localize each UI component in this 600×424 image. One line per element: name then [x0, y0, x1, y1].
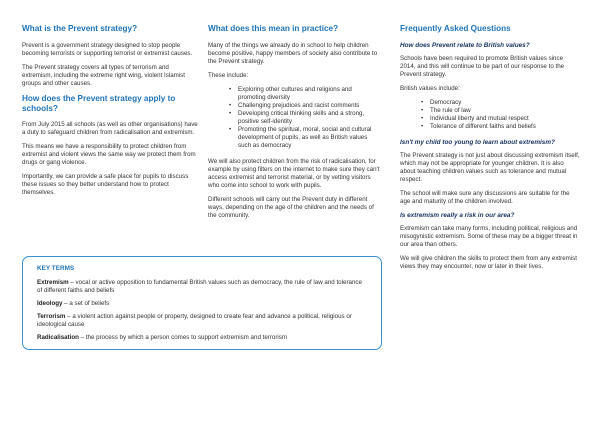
- key-term: [37, 279, 367, 295]
- heading-what-is-prevent: What is the Prevent strategy?: [22, 24, 138, 33]
- paragraph: We will also protect children from the risk of radicalisation, for example by using filters on the internet to make sure they can't access extremist and terrorist material, or by vetting visitors who come into school to work with pupils.: [208, 158, 380, 189]
- column-faq: [400, 24, 580, 277]
- key-terms-box: [22, 256, 382, 350]
- list-item: • The rule of law: [400, 107, 580, 115]
- term-name: Terrorism: [37, 313, 66, 320]
- list-item: • Democracy: [400, 99, 580, 107]
- list-item: • Challenging prejudices and racist comments: [208, 102, 381, 110]
- faq-question: How does Prevent relate to British values?: [400, 42, 530, 49]
- paragraph: Extremism can take many forms, including political, religious and misogynistic extremism. Some of these may be a bigger threat in our area than others.: [400, 225, 578, 248]
- paragraph: Prevent is a government strategy designed to stop people becoming terrorists or supporting terrorist or extremist causes.: [22, 42, 193, 57]
- key-term: [37, 334, 367, 342]
- term-name: Radicalisation: [37, 334, 79, 341]
- heading-prevent-in-schools: How does the Prevent strategy apply to schools?: [22, 94, 176, 113]
- term-definition: – the process by which a person comes to support extremism and terrorism: [78, 334, 288, 341]
- list-item: • Tolerance of different faiths and beliefs: [400, 123, 580, 131]
- paragraph: We will give children the skills to protect them from any extremist views they may encounter, now or later in their lives.: [400, 255, 577, 270]
- paragraph: These include:: [208, 72, 249, 79]
- column-in-practice: [208, 24, 381, 226]
- paragraph: Different schools will carry out the Prevent duty in different ways, depending on the age of the children and the needs of the community.: [208, 196, 374, 219]
- faq-question: Is extremism really a risk in our area?: [400, 212, 515, 219]
- term-definition: – vocal or active opposition to fundamental British values such as democracy, the rule of law and tolerance of different faiths and beliefs: [37, 279, 362, 294]
- list-item: • Promoting the spiritual, moral, social and cultural development of pupils, as well as British values such as democracy: [208, 126, 381, 150]
- british-values-list: [400, 99, 580, 131]
- list-item: • Exploring other cultures and religions and promoting diversity: [208, 86, 381, 102]
- practice-list: [208, 86, 381, 150]
- heading-faq: Frequently Asked Questions: [400, 24, 511, 33]
- paragraph: Importantly, we can provide a safe place for pupils to discuss these issues so they better understand how to protect themselves.: [22, 173, 189, 196]
- term-definition: – a violent action against people or property, designed to create fear and advance a political, religious or ideological cause: [37, 313, 352, 328]
- paragraph: The school will make sure any discussions are suitable for the age and maturity of the children involved.: [400, 190, 570, 205]
- faq-question: Isn't my child too young to learn about extremism?: [400, 139, 555, 146]
- paragraph: The Prevent strategy is not just about discussing extremism itself, which may not be appropriate for younger children. It is also about teaching children values such as tolerance and mutual respect.: [400, 152, 580, 183]
- term-definition: – a set of beliefs: [62, 300, 110, 307]
- paragraph: British values include:: [400, 85, 460, 92]
- paragraph: The Prevent strategy covers all types of terrorism and extremism, including the extreme right wing, violent Islamist groups and other causes.: [22, 64, 185, 87]
- paragraph: Many of the things we already do in school to help children become positive, happy members of society also contribute to the Prevent strategy.: [208, 42, 378, 65]
- list-item: • Individual liberty and mutual respect: [400, 115, 580, 123]
- paragraph: This means we have a responsibility to protect children from extremist and violent views the same way we protect them from drugs or gang violence.: [22, 143, 196, 166]
- key-term: [37, 313, 367, 329]
- column-prevent-strategy: [22, 24, 198, 203]
- term-name: Extremism: [37, 279, 69, 286]
- list-item: • Developing critical thinking skills and a strong, positive self-identity: [208, 110, 381, 126]
- paragraph: From July 2015 all schools (as well as other organisations) have a duty to safeguard children from radicalisation and extremism.: [22, 121, 198, 136]
- paragraph: Schools have been required to promote British values since 2014, and this will continue to be part of our response to the Prevent strategy.: [400, 55, 565, 78]
- key-terms-heading: KEY TERMS: [37, 265, 75, 272]
- heading-in-practice: What does this mean in practice?: [208, 24, 339, 33]
- term-name: Ideology: [37, 300, 63, 307]
- key-term: [37, 300, 367, 308]
